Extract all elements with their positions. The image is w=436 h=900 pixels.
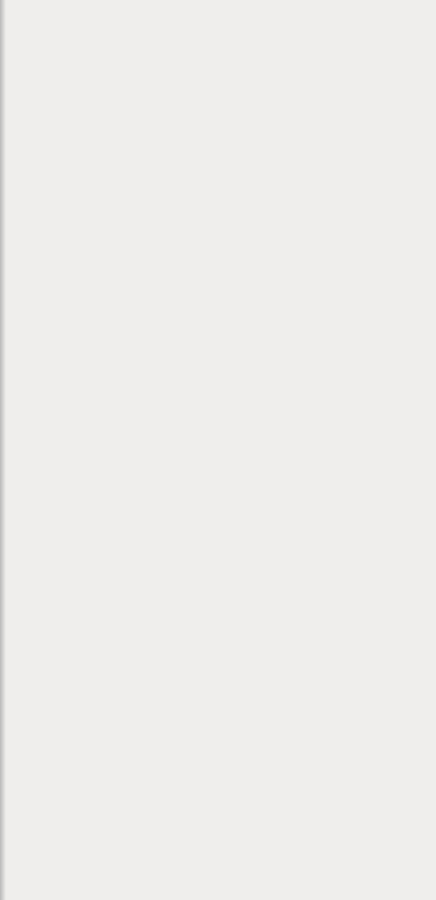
section-title xyxy=(22,44,422,84)
catchword xyxy=(22,86,422,110)
page-header xyxy=(20,6,418,34)
page-text xyxy=(22,36,422,110)
